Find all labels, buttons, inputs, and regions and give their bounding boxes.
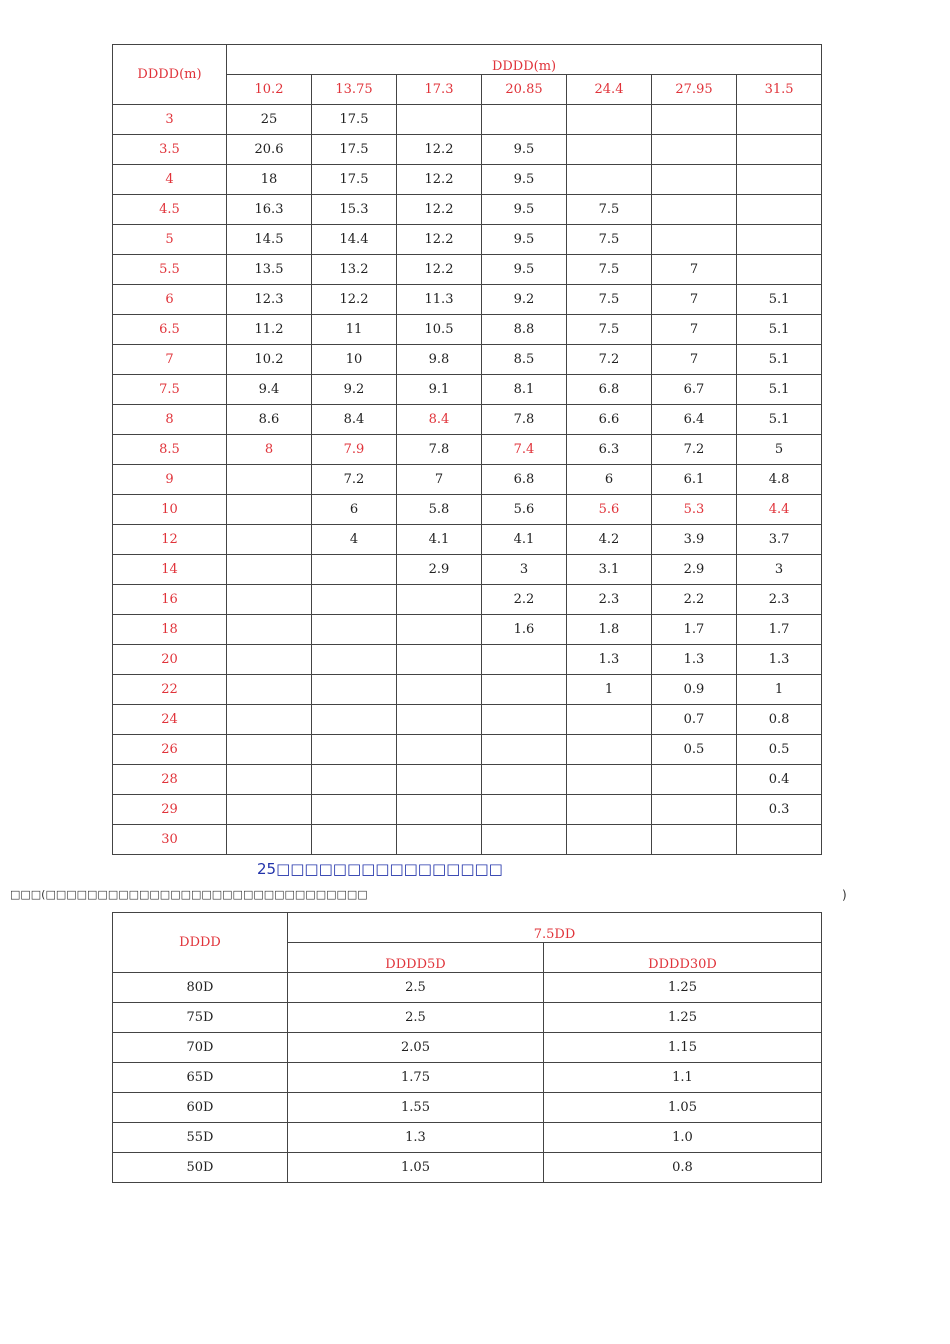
table-row <box>113 495 822 525</box>
row-header: 3.5 <box>113 135 227 165</box>
table-cell: 1 <box>567 675 652 705</box>
table-cell: 7.5 <box>567 195 652 225</box>
table-row <box>113 105 822 135</box>
table-row <box>113 1093 822 1123</box>
column-header: 10.2 <box>227 75 312 105</box>
table-cell: 6.7 <box>652 375 737 405</box>
table-cell <box>567 735 652 765</box>
table-cell: 6.1 <box>652 465 737 495</box>
table-cell: 18 <box>227 165 312 195</box>
table-cell: 12.2 <box>397 195 482 225</box>
table-cell: 4.1 <box>482 525 567 555</box>
table-cell: 0.8 <box>544 1153 822 1183</box>
table-cell: 7.5 <box>567 255 652 285</box>
row-header: 75D <box>113 1003 288 1033</box>
table-cell: 9.1 <box>397 375 482 405</box>
table-cell <box>567 135 652 165</box>
table-row <box>113 705 822 735</box>
table-cell <box>567 795 652 825</box>
table-cell: 0.8 <box>737 705 822 735</box>
table-cell: 3 <box>737 555 822 585</box>
table-cell: 7.5 <box>567 225 652 255</box>
table-cell: 6 <box>312 495 397 525</box>
table-cell: 7.4 <box>482 435 567 465</box>
table-cell: 1.05 <box>544 1093 822 1123</box>
table-cell: 6.4 <box>652 405 737 435</box>
row-header: 7.5 <box>113 375 227 405</box>
table-cell: 0.7 <box>652 705 737 735</box>
table-cell: 4.4 <box>737 495 822 525</box>
table-cell <box>397 645 482 675</box>
table-cell: 9.5 <box>482 165 567 195</box>
table-cell <box>312 675 397 705</box>
table-row <box>113 225 822 255</box>
table-cell <box>652 765 737 795</box>
table-cell <box>312 735 397 765</box>
row-header-label: DDDD(m) <box>113 45 227 105</box>
table-cell: 10.2 <box>227 345 312 375</box>
column-header: 13.75 <box>312 75 397 105</box>
table-row <box>113 285 822 315</box>
table-cell <box>397 795 482 825</box>
table-cell: 3.9 <box>652 525 737 555</box>
table-cell: 4.1 <box>397 525 482 555</box>
row-header: 60D <box>113 1093 288 1123</box>
table-cell: 2.9 <box>397 555 482 585</box>
row-header: 16 <box>113 585 227 615</box>
table-cell: 9.2 <box>482 285 567 315</box>
table-caption: 25□□□□□□□□□□□□□□□□ <box>257 860 503 878</box>
row-header: 22 <box>113 675 227 705</box>
table-cell: 1.55 <box>288 1093 544 1123</box>
table-cell <box>397 675 482 705</box>
table-cell <box>482 705 567 735</box>
table-cell: 9.2 <box>312 375 397 405</box>
table-cell <box>737 825 822 855</box>
table-cell <box>652 135 737 165</box>
table-cell <box>567 765 652 795</box>
table-row <box>113 525 822 555</box>
row-header: 5.5 <box>113 255 227 285</box>
table-cell <box>737 165 822 195</box>
table-cell <box>227 735 312 765</box>
table-cell <box>397 615 482 645</box>
table-cell: 0.5 <box>737 735 822 765</box>
table-cell: 9.5 <box>482 255 567 285</box>
table-cell: 5.1 <box>737 315 822 345</box>
table-cell: 1.15 <box>544 1033 822 1063</box>
table-cell: 1.25 <box>544 973 822 1003</box>
table-cell <box>482 675 567 705</box>
table-cell: 1 <box>737 675 822 705</box>
table-cell <box>737 195 822 225</box>
table-cell <box>482 765 567 795</box>
table-cell: 8.1 <box>482 375 567 405</box>
table-cell <box>227 825 312 855</box>
table-cell: 6.6 <box>567 405 652 435</box>
table-row <box>113 973 822 1003</box>
table-cell <box>482 645 567 675</box>
table-row <box>113 255 822 285</box>
row-header: 26 <box>113 735 227 765</box>
table-row <box>113 345 822 375</box>
column-header: 31.5 <box>737 75 822 105</box>
table-cell <box>312 795 397 825</box>
table-cell <box>397 105 482 135</box>
table-cell: 17.5 <box>312 135 397 165</box>
table-cell: 7 <box>397 465 482 495</box>
table-cell: 4 <box>312 525 397 555</box>
column-header: 27.95 <box>652 75 737 105</box>
table-cell: 11 <box>312 315 397 345</box>
table-cell: 5.1 <box>737 375 822 405</box>
table-cell <box>737 255 822 285</box>
row-header: 80D <box>113 973 288 1003</box>
table-cell: 1.3 <box>288 1123 544 1153</box>
table-row <box>113 1063 822 1093</box>
table-cell: 2.3 <box>737 585 822 615</box>
table-cell <box>652 195 737 225</box>
table-cell: 1.75 <box>288 1063 544 1093</box>
table-cell: 2.9 <box>652 555 737 585</box>
table-cell <box>652 825 737 855</box>
table-cell <box>652 225 737 255</box>
row-header: 29 <box>113 795 227 825</box>
table-cell: 12.2 <box>397 225 482 255</box>
column-header: 20.85 <box>482 75 567 105</box>
table-cell <box>312 615 397 645</box>
table-cell: 10 <box>312 345 397 375</box>
table-cell: 2.3 <box>567 585 652 615</box>
table-cell: 1.6 <box>482 615 567 645</box>
table-cell <box>227 765 312 795</box>
table-cell: 1.25 <box>544 1003 822 1033</box>
table-cell: 4.2 <box>567 525 652 555</box>
table-row <box>113 765 822 795</box>
table-cell: 5.1 <box>737 405 822 435</box>
reduction-table <box>112 912 822 1183</box>
table-cell: 14.4 <box>312 225 397 255</box>
table-cell: 5 <box>737 435 822 465</box>
table-cell: 7 <box>652 315 737 345</box>
table-cell <box>312 585 397 615</box>
row-header: 20 <box>113 645 227 675</box>
column-header: 24.4 <box>567 75 652 105</box>
table-cell <box>227 525 312 555</box>
table-cell: 8.4 <box>312 405 397 435</box>
table-cell: 14.5 <box>227 225 312 255</box>
table-cell <box>652 165 737 195</box>
table-cell: 5.1 <box>737 285 822 315</box>
table-cell: 7 <box>652 285 737 315</box>
table-cell <box>227 465 312 495</box>
row-header: 65D <box>113 1063 288 1093</box>
table-cell: 7.9 <box>312 435 397 465</box>
table-cell: 9.5 <box>482 195 567 225</box>
table-cell: 7.2 <box>652 435 737 465</box>
t2-row-header-label: DDDD <box>113 913 288 973</box>
row-header: 50D <box>113 1153 288 1183</box>
table-cell: 4.8 <box>737 465 822 495</box>
table-cell <box>737 225 822 255</box>
table-cell: 6.8 <box>482 465 567 495</box>
table-cell: 0.9 <box>652 675 737 705</box>
table-cell: 16.3 <box>227 195 312 225</box>
row-header: 8 <box>113 405 227 435</box>
row-header: 10 <box>113 495 227 525</box>
table-cell: 5.6 <box>482 495 567 525</box>
table-cell: 3 <box>482 555 567 585</box>
table-row <box>113 135 822 165</box>
table-cell: 11.2 <box>227 315 312 345</box>
table-cell: 0.3 <box>737 795 822 825</box>
table-cell: 7.5 <box>567 285 652 315</box>
table-cell <box>227 675 312 705</box>
table-cell <box>482 105 567 135</box>
table-cell <box>652 105 737 135</box>
row-header: 4.5 <box>113 195 227 225</box>
table-cell: 9.4 <box>227 375 312 405</box>
row-header: 5 <box>113 225 227 255</box>
table-cell: 12.2 <box>397 165 482 195</box>
row-header: 12 <box>113 525 227 555</box>
column-header: 17.3 <box>397 75 482 105</box>
table-cell: 1.05 <box>288 1153 544 1183</box>
table-cell: 8 <box>227 435 312 465</box>
row-header: 28 <box>113 765 227 795</box>
table-cell: 5.8 <box>397 495 482 525</box>
table-cell <box>397 765 482 795</box>
table-cell: 2.5 <box>288 1003 544 1033</box>
table-row <box>113 1003 822 1033</box>
table-cell: 8.4 <box>397 405 482 435</box>
table-cell: 1.7 <box>737 615 822 645</box>
table-cell: 10.5 <box>397 315 482 345</box>
table-row <box>113 465 822 495</box>
row-header: 24 <box>113 705 227 735</box>
table-cell <box>227 585 312 615</box>
row-header: 9 <box>113 465 227 495</box>
table-row <box>113 1123 822 1153</box>
table-row <box>113 645 822 675</box>
table-cell: 9.5 <box>482 225 567 255</box>
table-cell: 13.2 <box>312 255 397 285</box>
table-row <box>113 555 822 585</box>
table-cell <box>397 735 482 765</box>
table-cell <box>312 825 397 855</box>
table-row <box>113 315 822 345</box>
table-cell: 12.2 <box>312 285 397 315</box>
row-header: 7 <box>113 345 227 375</box>
table-cell <box>567 105 652 135</box>
row-header: 6 <box>113 285 227 315</box>
table-cell: 2.2 <box>652 585 737 615</box>
table-cell <box>482 795 567 825</box>
t2-subcolumn-header: DDDD5D <box>288 943 544 973</box>
row-header: 18 <box>113 615 227 645</box>
table-cell: 6 <box>567 465 652 495</box>
table-cell <box>227 705 312 735</box>
table-cell: 11.3 <box>397 285 482 315</box>
row-header: 4 <box>113 165 227 195</box>
table-cell: 2.5 <box>288 973 544 1003</box>
table-cell <box>652 795 737 825</box>
table-cell <box>227 615 312 645</box>
table-row <box>113 405 822 435</box>
table-cell <box>397 705 482 735</box>
table-cell: 5.3 <box>652 495 737 525</box>
table-cell: 7.2 <box>567 345 652 375</box>
row-header: 8.5 <box>113 435 227 465</box>
table-cell <box>567 165 652 195</box>
table-cell: 0.5 <box>652 735 737 765</box>
table-cell: 9.8 <box>397 345 482 375</box>
column-group-label: DDDD(m) <box>227 45 822 75</box>
table-row <box>113 735 822 765</box>
table-cell: 12.3 <box>227 285 312 315</box>
table-cell: 7 <box>652 345 737 375</box>
table-cell: 15.3 <box>312 195 397 225</box>
table-cell: 25 <box>227 105 312 135</box>
table-cell <box>567 825 652 855</box>
table-row <box>113 675 822 705</box>
table-cell: 20.6 <box>227 135 312 165</box>
table-cell: 1.0 <box>544 1123 822 1153</box>
table-cell <box>312 555 397 585</box>
table-note-end: ) <box>842 888 847 902</box>
table-row <box>113 1033 822 1063</box>
row-header: 3 <box>113 105 227 135</box>
table-cell: 1.1 <box>544 1063 822 1093</box>
table-row <box>113 825 822 855</box>
table-cell: 6.8 <box>567 375 652 405</box>
table-row <box>113 195 822 225</box>
table-cell: 6.3 <box>567 435 652 465</box>
table-row <box>113 615 822 645</box>
table-cell: 1.7 <box>652 615 737 645</box>
row-header: 14 <box>113 555 227 585</box>
table-cell <box>737 135 822 165</box>
table-cell <box>227 555 312 585</box>
row-header: 6.5 <box>113 315 227 345</box>
table-row <box>113 165 822 195</box>
table-cell: 5.6 <box>567 495 652 525</box>
table-cell: 0.4 <box>737 765 822 795</box>
table-cell: 7.8 <box>482 405 567 435</box>
table-cell: 8.5 <box>482 345 567 375</box>
table-cell: 5.1 <box>737 345 822 375</box>
table-cell: 2.05 <box>288 1033 544 1063</box>
table-cell <box>482 735 567 765</box>
table-cell: 1.3 <box>737 645 822 675</box>
table-cell <box>312 645 397 675</box>
table-cell: 8.6 <box>227 405 312 435</box>
table-row <box>113 375 822 405</box>
table-cell: 7 <box>652 255 737 285</box>
load-capacity-table <box>112 44 822 855</box>
table-cell: 12.2 <box>397 255 482 285</box>
table-row <box>113 585 822 615</box>
table-row <box>113 435 822 465</box>
row-header: 55D <box>113 1123 288 1153</box>
table-row <box>113 1153 822 1183</box>
table-cell <box>397 825 482 855</box>
table-cell: 13.5 <box>227 255 312 285</box>
table-cell: 12.2 <box>397 135 482 165</box>
t2-subcolumn-header: DDDD30D <box>544 943 822 973</box>
table-cell: 3.1 <box>567 555 652 585</box>
table-cell: 17.5 <box>312 105 397 135</box>
table-cell: 17.5 <box>312 165 397 195</box>
table-cell <box>482 825 567 855</box>
table-cell: 1.3 <box>652 645 737 675</box>
row-header: 30 <box>113 825 227 855</box>
table-cell <box>737 105 822 135</box>
table-cell: 9.5 <box>482 135 567 165</box>
table-cell <box>397 585 482 615</box>
table-cell <box>227 795 312 825</box>
table-row <box>113 795 822 825</box>
table-cell <box>227 645 312 675</box>
table-cell: 2.2 <box>482 585 567 615</box>
table-cell <box>227 495 312 525</box>
table-cell: 7.5 <box>567 315 652 345</box>
table-cell: 8.8 <box>482 315 567 345</box>
table-cell: 7.2 <box>312 465 397 495</box>
table-cell: 1.3 <box>567 645 652 675</box>
table-cell: 1.8 <box>567 615 652 645</box>
table-cell <box>312 765 397 795</box>
table-note: □□□(□□□□□□□□□□□□□□□□□□□□□□□□□□□□□□□ <box>10 888 368 901</box>
row-header: 70D <box>113 1033 288 1063</box>
table-cell <box>312 705 397 735</box>
table-cell: 3.7 <box>737 525 822 555</box>
t2-group-label: 7.5DD <box>288 913 822 943</box>
table-cell: 7.8 <box>397 435 482 465</box>
table-cell <box>567 705 652 735</box>
